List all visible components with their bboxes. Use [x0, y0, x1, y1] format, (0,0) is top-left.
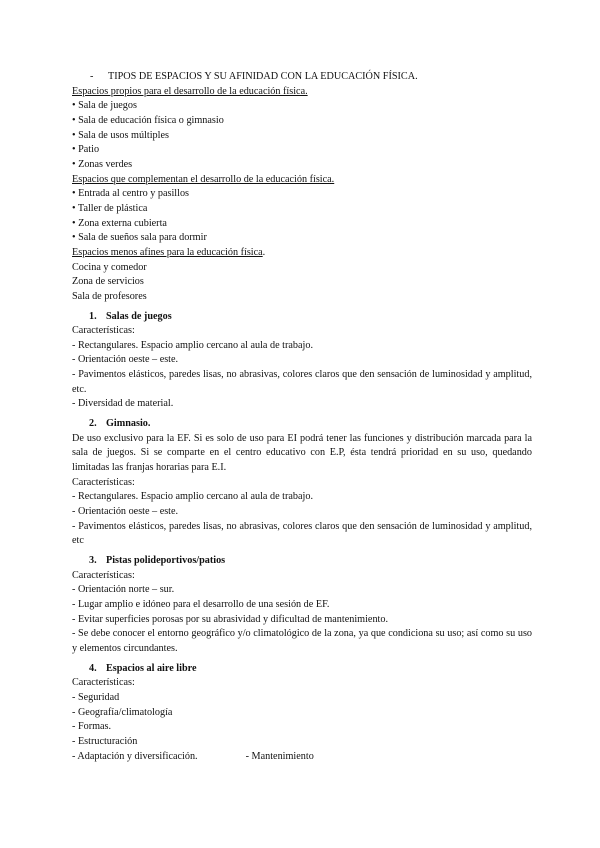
group-heading-own-spaces: Espacios propios para el desarrollo de la educación física.	[72, 85, 308, 97]
section-title: Salas de juegos	[106, 310, 172, 322]
characteristic-line: - Orientación norte – sur.	[72, 584, 175, 596]
characteristics-label: Características:	[72, 677, 135, 689]
characteristic-line: - Geografía/climatología	[72, 706, 173, 718]
section-number: 2.	[89, 418, 97, 430]
list-item: • Sala de juegos	[72, 100, 137, 112]
document-title	[72, 70, 532, 85]
characteristic-line: - Rectangulares. Espacio amplio cercano al aula de trabajo.	[72, 339, 313, 351]
characteristic-line: - Orientación oeste – este.	[72, 354, 179, 366]
section-title: Gimnasio.	[106, 418, 151, 430]
characteristic-line-pair	[72, 750, 532, 765]
section-heading-gimnasio	[72, 417, 532, 432]
section-number: 3.	[89, 555, 97, 566]
section-heading-espacios-aire-libre	[72, 662, 532, 677]
document-body	[72, 70, 532, 764]
section-title: Pistas polideportivos/patios	[106, 555, 226, 566]
list-item: • Entrada al centro y pasillos	[72, 188, 190, 200]
list-item: • Patio	[72, 144, 100, 156]
list-item: • Sala de usos múltiples	[72, 129, 169, 141]
characteristic-line: - Evitar superficies porosas por su abrasividad y dificultad de mantenimiento.	[72, 613, 389, 625]
list-item: • Sala de educación física o gimnasio	[72, 114, 224, 126]
group-heading-less-related-spaces	[72, 246, 532, 261]
list-item: • Taller de plástica	[72, 202, 148, 214]
section-title: Espacios al aire libre	[106, 662, 197, 674]
characteristic-line: - Adaptación y diversificación.	[72, 750, 198, 762]
characteristic-line: - Formas.	[72, 721, 112, 733]
section-number: 1.	[89, 310, 97, 322]
characteristic-line: - Rectangulares. Espacio amplio cercano al aula de trabajo.	[72, 491, 313, 503]
characteristic-line: - Orientación oeste – este.	[72, 506, 179, 518]
characteristic-line: - Pavimentos elásticos, paredes lisas, no abrasivas, colores claros que den sensación de luminosidad y amplitud, etc.	[72, 369, 532, 395]
characteristic-line: - Mantenimiento	[245, 750, 314, 762]
title-dash: -	[90, 71, 94, 82]
characteristics-label: Características:	[72, 569, 135, 581]
section-heading-pistas-polideportivos	[72, 554, 532, 569]
characteristics-label: Características:	[72, 476, 135, 488]
list-item: • Sala de sueños sala para dormir	[72, 232, 207, 244]
group-heading-text: Espacios menos afines para la educación física	[72, 246, 263, 258]
section-number: 4.	[89, 662, 97, 674]
characteristic-line: - Estructuración	[72, 735, 138, 747]
characteristic-line: - Diversidad de material.	[72, 398, 174, 410]
list-item: • Zonas verdes	[72, 158, 133, 170]
list-item: Sala de profesores	[72, 290, 147, 302]
characteristic-line: - Lugar amplio e idóneo para el desarrollo de una sesión de EF.	[72, 598, 330, 610]
section-heading-salas-de-juegos	[72, 310, 532, 325]
list-item: Cocina y comedor	[72, 261, 147, 273]
list-item: Zona de servicios	[72, 276, 144, 288]
characteristic-line: - Se debe conocer el entorno geográfico y/o climatológico de la zona, ya que condiciona su uso; así como su uso y elementos circundantes.	[72, 628, 532, 654]
group-heading-complementary-spaces: Espacios que complementan el desarrollo de la educación física.	[72, 173, 335, 185]
list-item: • Zona externa cubierta	[72, 217, 167, 229]
group-heading-suffix: .	[262, 246, 266, 258]
title-text: TIPOS DE ESPACIOS Y SU AFINIDAD CON LA EDUCACIÓN FÍSICA.	[108, 71, 418, 82]
characteristics-label: Características:	[72, 325, 135, 337]
section-intro-paragraph: De uso exclusivo para la EF. Si es solo de uso para EI podrá tener las funciones y distribución marcada para la sala de juegos. Si se comparte en el centro educativo con E.P, ésta tendrá prioridad en su uso, quedando limitadas las franjas horarias para E.I.	[72, 432, 532, 474]
characteristic-line: - Seguridad	[72, 691, 120, 703]
characteristic-line: - Pavimentos elásticos, paredes lisas, no abrasivas, colores claros que den sensación de luminosidad y amplitud, etc	[72, 520, 532, 547]
